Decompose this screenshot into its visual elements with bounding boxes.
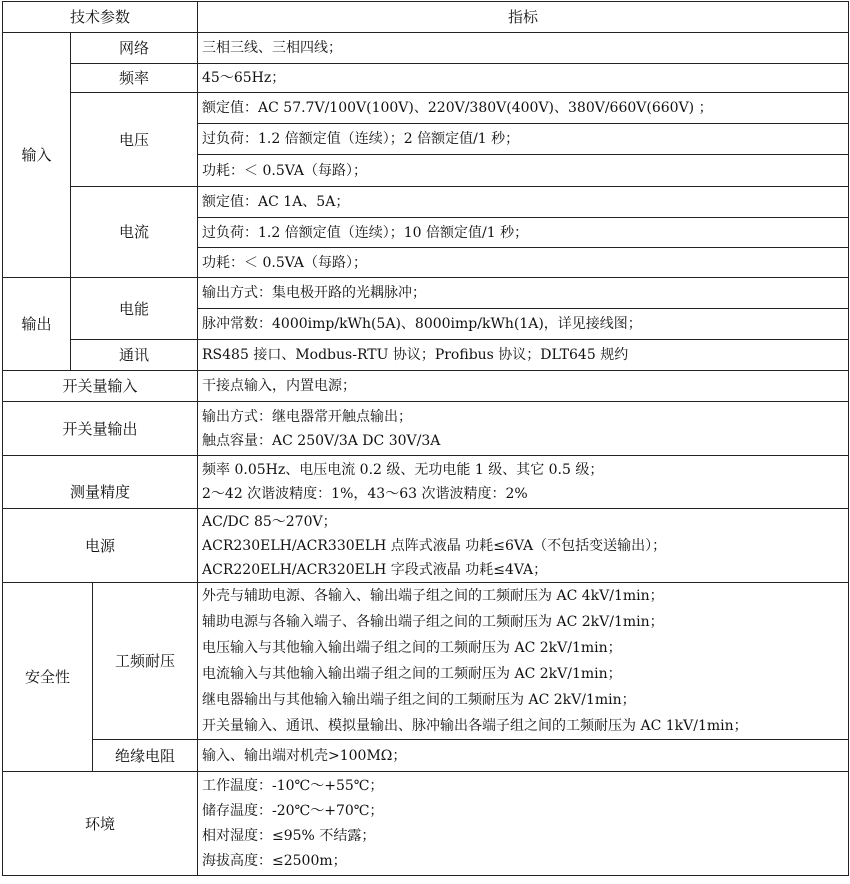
voltage-line: 功耗：＜ 0.5VA（每路）； <box>198 155 849 187</box>
withstand-label: 工频耐压 <box>93 583 198 740</box>
output-label: 输出 <box>3 278 71 371</box>
insulation-value: 输入、输出端对机壳>100MΩ； <box>198 740 849 772</box>
power-value <box>198 509 849 583</box>
current-line: 额定值：AC 1A、5A； <box>198 187 849 218</box>
withstand-row <box>3 583 849 740</box>
environment-value <box>198 772 849 876</box>
withstand-line: 辅助电源与各输入端子、各输出端子组之间的工频耐压为 AC 2kV/1min； <box>202 614 664 630</box>
switch-output-line: 触点容量：AC 250V/3A DC 30V/3A <box>202 432 441 449</box>
voltage-label: 电压 <box>71 93 198 187</box>
accuracy-line: 2～42 次谐波精度：1%，43～63 次谐波精度：2% <box>202 486 528 502</box>
withstand-line: 电流输入与其他输入输出端子组之间的工频耐压为 AC 2kV/1min； <box>202 666 622 682</box>
accuracy-label: 测量精度 <box>3 456 198 509</box>
spec-table <box>2 1 849 876</box>
energy-label: 电能 <box>71 278 198 340</box>
power-line: ACR230ELH/ACR330ELH 点阵式液晶 功耗≤6VA（不包括变送输出）； <box>202 537 667 554</box>
environment-line: 储存温度：-20℃～+70℃； <box>202 802 384 819</box>
power-line: AC/DC 85～270V； <box>202 513 337 530</box>
insulation-row <box>3 740 849 772</box>
voltage-line: 额定值：AC 57.7V/100V(100V)、220V/380V(400V)、380V/660V(660V) ； <box>198 93 849 124</box>
current-label: 电流 <box>71 187 198 278</box>
frequency-value: 45～65Hz； <box>198 64 849 93</box>
network-row <box>3 33 849 64</box>
energy-line: 脉冲常数：4000imp/kWh(5A)、8000imp/kWh(1A)，详见接线图； <box>198 309 849 340</box>
power-row <box>3 509 849 583</box>
switch-output-line: 输出方式：继电器常开触点输出； <box>202 408 413 425</box>
accuracy-line: 频率 0.05Hz、电压电流 0.2 级、无功电能 1 级、其它 0.5 级； <box>202 462 604 478</box>
environment-line: 海拔高度：≤2500m； <box>202 852 347 869</box>
energy-line: 输出方式：集电极开路的光耦脉冲； <box>198 278 849 309</box>
comm-row <box>3 340 849 371</box>
switch-input-label: 开关量输入 <box>3 371 198 402</box>
power-label: 电源 <box>3 509 198 583</box>
power-line: ACR220ELH/ACR320ELH 字段式液晶 功耗≤4VA； <box>202 561 548 578</box>
voltage-row-1 <box>3 93 849 124</box>
current-line: 过负荷：1.2 倍额定值（连续）；10 倍额定值/1 秒； <box>198 218 849 248</box>
voltage-line: 过负荷：1.2 倍额定值（连续）；2 倍额定值/1 秒； <box>198 124 849 155</box>
safety-label: 安全性 <box>3 583 93 772</box>
current-row-1 <box>3 187 849 218</box>
environment-label: 环境 <box>3 772 198 876</box>
withstand-line: 继电器输出与其他输入输出端子组之间的工频耐压为 AC 2kV/1min； <box>202 692 636 708</box>
accuracy-row <box>3 456 849 509</box>
accuracy-value <box>198 456 849 509</box>
environment-row <box>3 772 849 876</box>
input-label: 输入 <box>3 33 71 278</box>
comm-label: 通讯 <box>71 340 198 371</box>
switch-input-value: 干接点输入，内置电源； <box>198 371 849 402</box>
switch-input-row <box>3 371 849 402</box>
switch-output-row <box>3 402 849 456</box>
header-index: 指标 <box>198 2 849 33</box>
switch-output-label: 开关量输出 <box>3 402 198 456</box>
current-line: 功耗：＜ 0.5VA（每路）； <box>198 248 849 278</box>
comm-value: RS485 接口、Modbus-RTU 协议；Profibus 协议；DLT645 规约 <box>198 340 849 371</box>
environment-line: 工作温度：-10℃～+55℃； <box>202 777 384 794</box>
frequency-label: 频率 <box>71 64 198 93</box>
switch-output-value <box>198 402 849 456</box>
withstand-line: 电压输入与其他输入输出端子组之间的工频耐压为 AC 2kV/1min； <box>202 640 622 656</box>
network-label: 网络 <box>71 33 198 64</box>
frequency-row <box>3 64 849 93</box>
network-value: 三相三线、三相四线； <box>198 33 849 64</box>
environment-line: 相对湿度：≤95% 不结露； <box>202 827 376 844</box>
withstand-line: 开关量输入、通讯、模拟量输出、脉冲输出各端子组之间的工频耐压为 AC 1kV/1min； <box>202 718 748 734</box>
energy-row-1 <box>3 278 849 309</box>
header-param: 技术参数 <box>3 2 198 33</box>
withstand-line: 外壳与辅助电源、各输入、输出端子组之间的工频耐压为 AC 4kV/1min； <box>202 588 664 604</box>
insulation-label: 绝缘电阻 <box>93 740 198 772</box>
withstand-value <box>198 583 849 740</box>
header-row <box>3 2 849 33</box>
